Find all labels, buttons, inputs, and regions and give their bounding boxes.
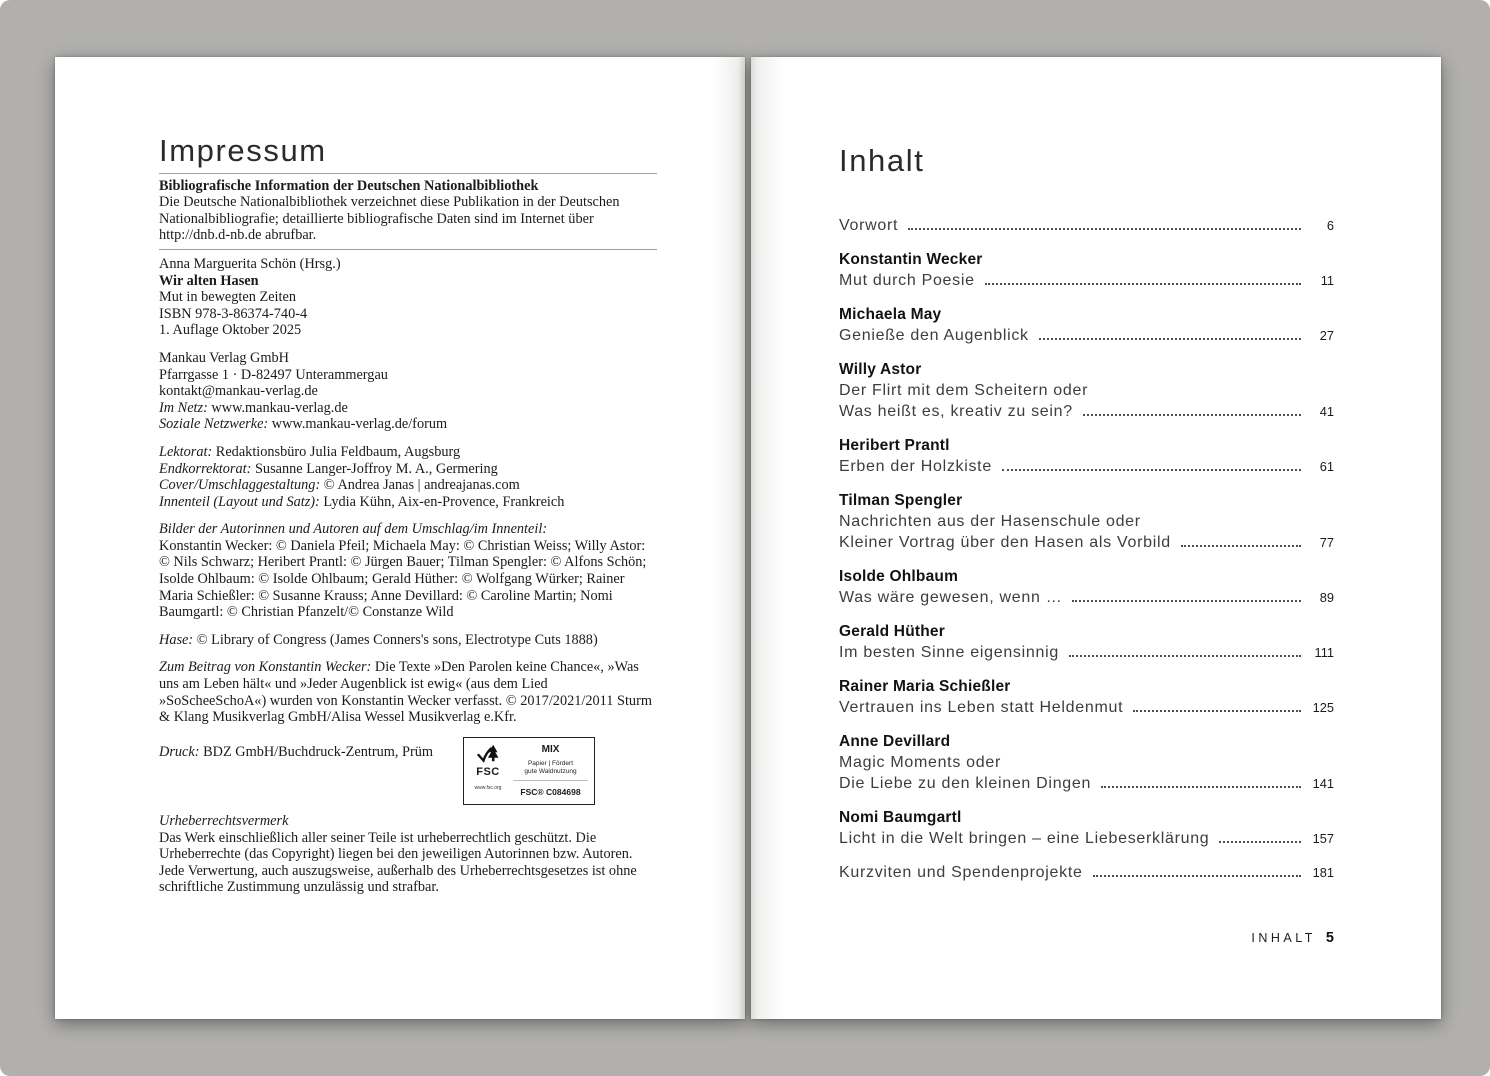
copyright-block <box>159 813 657 896</box>
print-label: Druck: <box>159 743 200 760</box>
publisher-email: kontakt@mankau-verlag.de <box>159 383 318 400</box>
fsc-text-column <box>513 742 588 801</box>
hase-label: Hase: <box>159 631 194 648</box>
toc-title: Vertrauen ins Leben statt Heldenmut <box>839 699 1124 716</box>
credit-line <box>159 477 657 494</box>
social-label: Soziale Netzwerke: <box>159 416 269 433</box>
toc-page-number: 125 <box>1312 700 1334 715</box>
wecker-note-block <box>159 659 657 725</box>
toc-entry-vorwort <box>839 215 1334 236</box>
toc-author: Heribert Prantl <box>839 437 950 454</box>
toc-page-number: 181 <box>1312 865 1334 880</box>
fsc-acronym: FSC <box>476 765 500 778</box>
fsc-label <box>463 737 595 805</box>
dot-leader <box>1101 786 1301 788</box>
toc-title: Erben der Holzkiste <box>839 458 992 475</box>
toc-entry-astor <box>839 359 1334 422</box>
dot-leader <box>1093 875 1301 877</box>
fsc-mix: MIX <box>541 743 560 755</box>
toc-author: Michaela May <box>839 306 942 323</box>
photo-credits-block <box>159 521 657 621</box>
credit-line <box>159 494 657 511</box>
toc-title-line2: Die Liebe zu den kleinen Dingen <box>839 775 1092 792</box>
credit-label: Innenteil (Layout und Satz): <box>159 493 320 510</box>
credit-text: Lydia Kühn, Aix-en-Provence, Frankreich <box>323 493 565 510</box>
toc-title: Was wäre gewesen, wenn … <box>839 589 1063 606</box>
divider <box>159 249 657 250</box>
credit-label: Lektorat: <box>159 443 213 460</box>
impressum-page <box>55 57 745 1019</box>
web-url: www.mankau-verlag.de <box>211 399 348 416</box>
dnb-body: Die Deutsche Nationalbibliothek verzeichnet diese Publikation in der Deutschen Nationalbibliografie; detaillierte bibliografische Daten sind im Internet über http://dnb.d-nb.de abrufbar. <box>159 194 620 244</box>
toc-page-number: 157 <box>1312 831 1334 846</box>
fsc-tree-icon <box>470 742 506 764</box>
toc-author: Tilman Spengler <box>839 492 963 509</box>
wecker-note-label: Zum Beitrag von Konstantin Wecker: <box>159 659 372 676</box>
dot-leader <box>985 283 1301 285</box>
dot-leader <box>1072 600 1301 602</box>
dot-leader <box>1181 545 1301 547</box>
dot-leader <box>908 228 1301 230</box>
copyright-body: Das Werk einschließlich aller seiner Teile ist urheberrechtlich geschützt. Die Urheberrechte (das Copyright) liegen bei den jeweiligen Autorinnen bzw. Autoren. Jede Verwertung, auch auszugsweise, außerhalb des Urheberrechtsgesetzes ist ohne schriftliche Zustimmung unzulässig und strafbar. <box>159 829 637 896</box>
dot-leader <box>1219 841 1301 843</box>
fsc-logo-column <box>470 742 506 801</box>
print-text: BDZ GmbH/Buchdruck-Zentrum, Prüm <box>203 743 433 760</box>
dot-leader <box>1133 710 1301 712</box>
toc-entry-may <box>839 304 1334 346</box>
copyright-label: Urheberrechtsvermerk <box>159 813 289 829</box>
isbn-line: ISBN 978-3-86374-740-4 <box>159 305 308 322</box>
toc-author: Anne Devillard <box>839 733 951 750</box>
spacer <box>839 192 1334 215</box>
hase-credit-line <box>159 632 657 649</box>
toc-page-number: 141 <box>1312 776 1334 791</box>
toc-entry-kurzviten <box>839 862 1334 883</box>
inhalt-page <box>751 57 1441 1019</box>
toc-title: Mut durch Poesie <box>839 272 975 289</box>
credit-text: © Andrea Janas | andreajanas.com <box>323 477 520 494</box>
toc-entry-baumgartl <box>839 807 1334 849</box>
toc-title-line2: Was heißt es, kreativ zu sein? <box>839 403 1073 420</box>
toc-page-number: 89 <box>1319 590 1334 605</box>
dnb-block <box>159 178 657 244</box>
publisher-social-line <box>159 416 657 433</box>
publisher-name: Mankau Verlag GmbH <box>159 349 289 366</box>
web-label: Im Netz: <box>159 399 208 416</box>
credit-label: Endkorrektorat: <box>159 460 252 477</box>
print-line <box>159 737 463 761</box>
toc-page-number: 11 <box>1320 273 1334 288</box>
toc-page-number: 77 <box>1319 535 1334 550</box>
toc-entry-devillard <box>839 731 1334 794</box>
toc-author: Willy Astor <box>839 361 922 378</box>
footer-page-number: 5 <box>1325 930 1334 946</box>
toc-entry-huether <box>839 621 1334 663</box>
wecker-note-body: Die Texte »Den Parolen keine Chance«, »Was uns am Leben hält« und »Jeder Augenblick ist ewig« (aus dem Lied »SoScheeSchoA«) wurden von Konstantin Wecker verfasst. © 2017/2021/2011 Sturm & Klang Musikverlag GmbH/Alisa Wessel Musikverlag e.Kfr. <box>159 659 652 726</box>
toc-author: Isolde Ohlbaum <box>839 568 959 585</box>
toc-author: Konstantin Wecker <box>839 251 983 268</box>
fsc-url: www.fsc.org <box>474 785 502 792</box>
toc-page-number: 6 <box>1326 218 1334 233</box>
toc-title: Im besten Sinne eigensinnig <box>839 644 1059 661</box>
toc-author: Nomi Baumgartl <box>839 809 962 826</box>
social-url: www.mankau-verlag.de/forum <box>271 416 448 433</box>
dot-leader <box>1039 338 1301 340</box>
inhalt-title: Inhalt <box>839 143 925 178</box>
fsc-claim-line2: gute Waldnutzung <box>524 768 577 776</box>
hase-text: © Library of Congress (James Conners's sons, Electrotype Cuts 1888) <box>196 631 598 648</box>
toc-entry-spengler <box>839 490 1334 553</box>
toc-author: Gerald Hüther <box>839 623 945 640</box>
toc-title: Genieße den Augenblick <box>839 327 1029 344</box>
book-subtitle: Mut in bewegten Zeiten <box>159 289 296 306</box>
photo-credits-label: Bilder der Autorinnen und Autoren auf dem Umschlag/im Innenteil: <box>159 521 548 538</box>
credit-text: Susanne Langer-Joffroy M. A., Germering <box>254 460 498 477</box>
photo-credits-body: Konstantin Wecker: © Daniela Pfeil; Michaela May: © Christian Weiss; Willy Astor: © Nils Schwarz; Heribert Prantl: © Jürgen Bauer; Tilman Spengler: © Alfons Schön; Isolde Ohlbaum: © Isolde Ohlbaum; Gerald Hüther: © Wolfgang Würker; Rainer Maria Schießler: © Susanne Krauss; Anne Devillard: © Caroline Martin; Nomi Baumgartl: © Christian Pfanzelt/© Constanze Wild <box>159 537 647 621</box>
toc-author: Rainer Maria Schießler <box>839 678 1011 695</box>
credit-label: Cover/Umschlaggestaltung: <box>159 477 321 494</box>
toc-entry-prantl <box>839 435 1334 477</box>
fsc-claim-line1: Papier | Fördert <box>527 760 574 768</box>
toc-entry-ohlbaum <box>839 566 1334 608</box>
dot-leader <box>1083 414 1301 416</box>
dot-leader <box>1002 469 1301 471</box>
credit-text: Redaktionsbüro Julia Feldbaum, Augsburg <box>215 443 461 460</box>
toc-title: Kurzviten und Spendenprojekte <box>839 864 1083 881</box>
credit-line <box>159 444 657 461</box>
credits-block <box>159 444 657 510</box>
toc-entry-wecker <box>839 249 1334 291</box>
edition-line: 1. Auflage Oktober 2025 <box>159 322 302 339</box>
credit-line <box>159 461 657 478</box>
toc-title-line1: Magic Moments oder <box>839 754 1001 771</box>
toc-page-number: 41 <box>1319 404 1334 419</box>
toc-page-number: 61 <box>1319 459 1334 474</box>
toc-page-number: 111 <box>1314 645 1334 660</box>
toc-title: Vorwort <box>839 217 899 234</box>
page-footer <box>1251 929 1334 947</box>
publisher-block <box>159 350 657 433</box>
print-row <box>159 737 657 805</box>
editor-line: Anna Marguerita Schön (Hrsg.) <box>159 255 341 272</box>
toc-title: Licht in die Welt bringen – eine Liebeserklärung <box>839 830 1210 847</box>
publisher-web-line <box>159 400 657 417</box>
publisher-address: Pfarrgasse 1 · D-82497 Unterammergau <box>159 366 388 383</box>
fsc-code: FSC® C084698 <box>513 780 588 801</box>
divider <box>159 173 657 174</box>
toc-title-line1: Der Flirt mit dem Scheitern oder <box>839 382 1089 399</box>
edition-block <box>159 256 657 339</box>
book-title: Wir alten Hasen <box>159 272 259 289</box>
impressum-title: Impressum <box>159 133 327 168</box>
toc-page-number: 27 <box>1319 328 1334 343</box>
footer-section-label: INHALT <box>1251 931 1316 945</box>
toc-title-line2: Kleiner Vortrag über den Hasen als Vorbild <box>839 534 1171 551</box>
toc-entry-schiessler <box>839 676 1334 718</box>
dnb-heading: Bibliografische Information der Deutschen Nationalbibliothek <box>159 177 539 194</box>
toc-title-line1: Nachrichten aus der Hasenschule oder <box>839 513 1141 530</box>
dot-leader <box>1069 655 1301 657</box>
